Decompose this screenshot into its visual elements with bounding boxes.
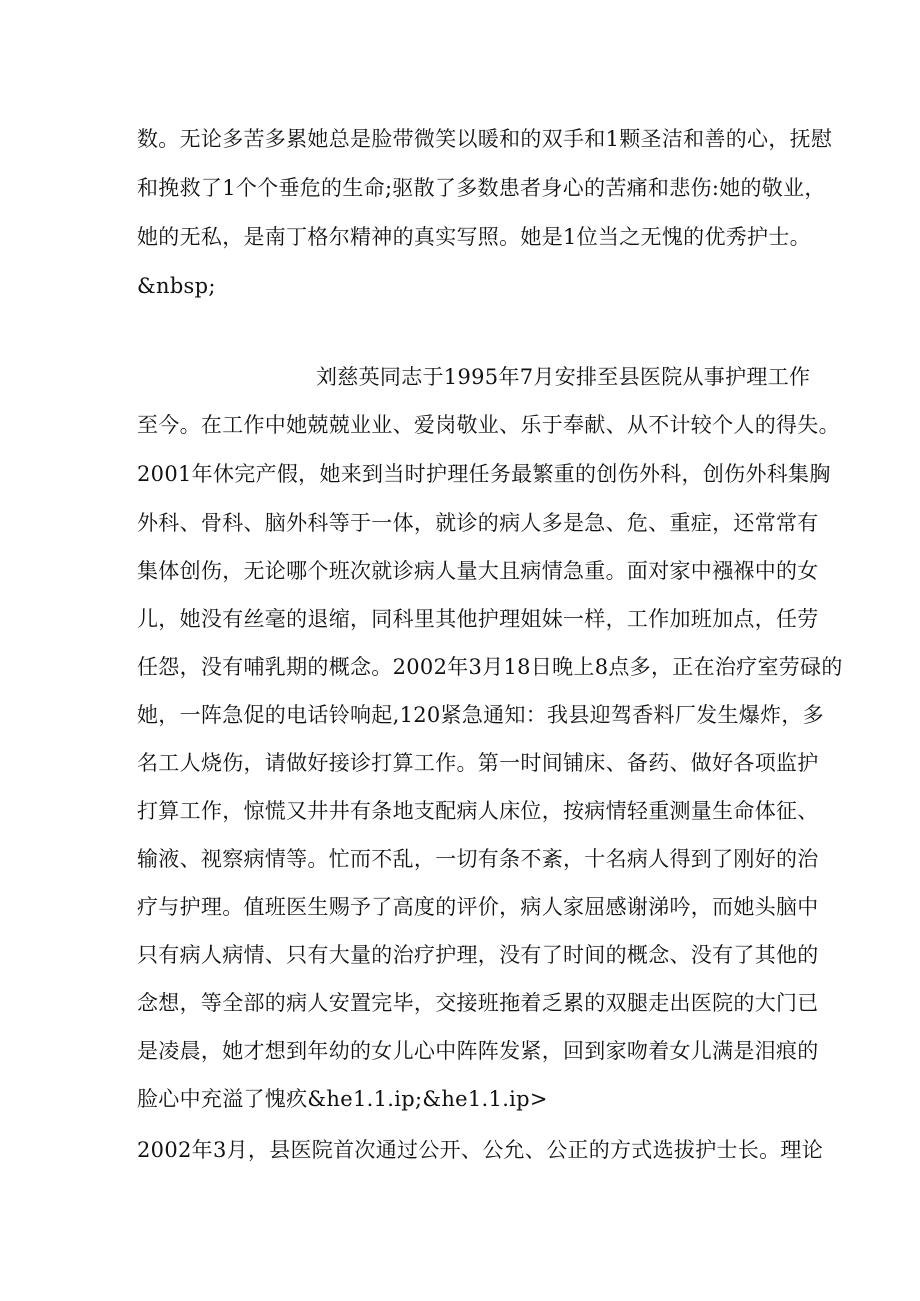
text-line: 她的无私，是南丁格尔精神的真实写照。她是1位当之无愧的优秀护士。 [137, 225, 811, 249]
text-line: 至今。在工作中她兢兢业业、爱岗敬业、乐于奉献、从不计较个人的得失。 [137, 413, 840, 437]
text-line: 她，一阵急促的电话铃响起,120紧急通知：我县迎驾香料厂发生爆炸，多 [137, 703, 824, 727]
nbsp-text: &nbsp; [137, 274, 216, 298]
text-line: 刘慈英同志于1995年7月安排至县医院从事护理工作 [316, 365, 811, 389]
text-line: 输液、视察病情等。忙而不乱，一切有条不紊，十名病人得到了刚好的治 [137, 847, 819, 871]
text-line: 脸心中充溢了愧疚&he1.1.ip;&he1.1.ip> [137, 1087, 548, 1111]
text-line: 疗与护理。值班医生赐予了高度的评价，病人家屈感谢涕吟，而她头脑中 [137, 895, 819, 919]
text-line: 念想，等全部的病人安置完毕，交接班拖着乏累的双腿走出医院的大门已 [137, 991, 819, 1015]
text-line: 打算工作，惊慌又井井有条地支配病人床位，按病情轻重测量生命体征、 [137, 799, 819, 823]
text-line: 儿，她没有丝毫的退缩，同科里其他护理姐妹一样，工作加班加点，任劳 [137, 607, 819, 631]
text-line: 2001年休完产假，她来到当时护理任务最繁重的创伤外科，创伤外科集胸 [137, 462, 831, 486]
text-line: 数。无论多苦多累她总是脸带微笑以暖和的双手和1颗圣洁和善的心，抚慰 [137, 127, 833, 151]
text-line: 只有病人病情、只有大量的治疗护理，没有了时间的概念、没有了其他的 [137, 943, 819, 967]
text-line: 2002年3月，县医院首次通过公开、公允、公正的方式选拔护士长。理论 [137, 1138, 824, 1162]
text-line: 名工人烧伤，请做好接诊打算工作。第一时间铺床、备药、做好各项监护 [137, 751, 819, 775]
text-line: 是凌晨，她才想到年幼的女儿心中阵阵发紧，回到家吻着女儿满是泪痕的 [137, 1039, 819, 1063]
text-line: 外科、骨科、脑外科等于一体，就诊的病人多是急、危、重症，还常常有 [137, 511, 819, 535]
text-line: 集体创伤，无论哪个班次就诊病人量大且病情急重。面对家中襁褓中的女 [137, 559, 819, 583]
text-line: 任怨，没有哺乳期的概念。2002年3月18日晚上8点多，正在治疗室劳碌的 [137, 655, 843, 679]
text-line: 和挽救了1个个垂危的生命;驱散了多数患者身心的苦痛和悲伤:她的敬业， [137, 176, 826, 200]
